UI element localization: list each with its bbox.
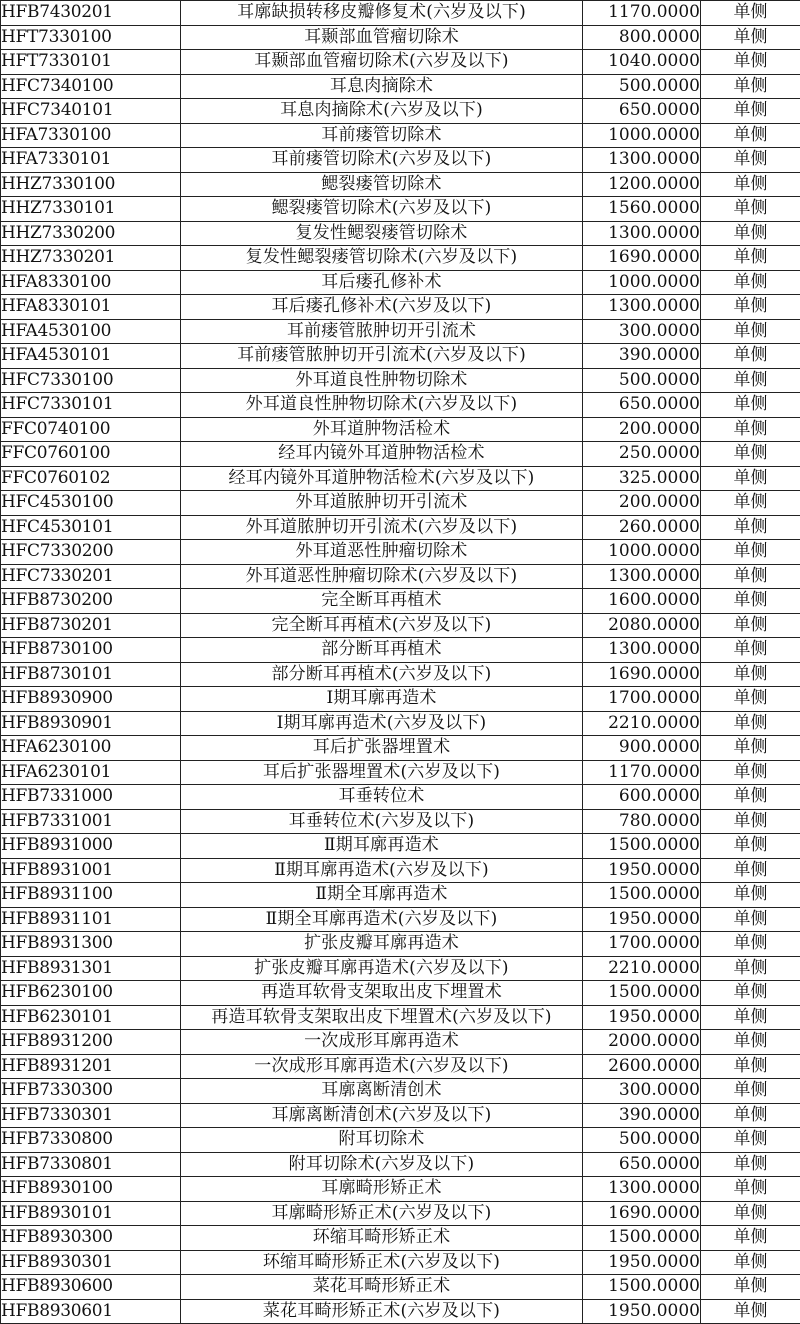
table-row: [1, 1250, 800, 1275]
item-unit-cell: 单侧: [701, 687, 800, 712]
item-name-cell: 完全断耳再植术: [181, 589, 583, 614]
item-unit-cell: 单侧: [701, 246, 800, 271]
table-row: [1, 148, 800, 173]
item-price-cell: 1300.0000: [583, 564, 701, 589]
item-name-cell: 环缩耳畸形矫正术: [181, 1226, 583, 1251]
item-unit-cell: 单侧: [701, 564, 800, 589]
table-row: [1, 295, 800, 320]
table-row: [1, 319, 800, 344]
item-name-cell: 耳前瘘管脓肿切开引流术: [181, 319, 583, 344]
item-unit-cell: 单侧: [701, 270, 800, 295]
item-unit-cell: 单侧: [701, 540, 800, 565]
item-code-cell: HFB8930100: [1, 1177, 181, 1202]
item-unit-cell: 单侧: [701, 932, 800, 957]
item-price-cell: 2000.0000: [583, 1030, 701, 1055]
item-unit-cell: 单侧: [701, 50, 800, 75]
item-unit-cell: 单侧: [701, 956, 800, 981]
item-code-cell: HFA7330100: [1, 123, 181, 148]
item-unit-cell: 单侧: [701, 172, 800, 197]
item-code-cell: HHZ7330201: [1, 246, 181, 271]
item-unit-cell: 单侧: [701, 785, 800, 810]
table-row: [1, 638, 800, 663]
item-code-cell: HFB8931101: [1, 907, 181, 932]
item-name-cell: 耳后瘘孔修补术: [181, 270, 583, 295]
item-code-cell: HFC7330201: [1, 564, 181, 589]
table-row: [1, 564, 800, 589]
item-unit-cell: 单侧: [701, 711, 800, 736]
item-unit-cell: 单侧: [701, 319, 800, 344]
item-name-cell: 耳廓缺损转移皮瓣修复术(六岁及以下): [181, 1, 583, 26]
item-name-cell: Ⅱ期全耳廓再造术: [181, 883, 583, 908]
item-name-cell: Ⅰ期耳廓再造术(六岁及以下): [181, 711, 583, 736]
table-row: [1, 25, 800, 50]
table-row: [1, 1005, 800, 1030]
item-price-cell: 1700.0000: [583, 932, 701, 957]
item-price-cell: 900.0000: [583, 736, 701, 761]
item-name-cell: 耳廓畸形矫正术: [181, 1177, 583, 1202]
table-row: [1, 956, 800, 981]
table-row: [1, 1152, 800, 1177]
table-row: [1, 491, 800, 516]
item-name-cell: 复发性鳃裂瘘管切除术: [181, 221, 583, 246]
item-price-cell: 1500.0000: [583, 883, 701, 908]
item-name-cell: 耳廓离断清创术: [181, 1079, 583, 1104]
item-unit-cell: 单侧: [701, 638, 800, 663]
table-row: [1, 858, 800, 883]
item-code-cell: HFC7340101: [1, 99, 181, 124]
item-name-cell: 经耳内镜外耳道肿物活检术(六岁及以下): [181, 466, 583, 491]
item-name-cell: 耳颞部血管瘤切除术(六岁及以下): [181, 50, 583, 75]
item-code-cell: HFB8930601: [1, 1299, 181, 1324]
item-name-cell: 完全断耳再植术(六岁及以下): [181, 613, 583, 638]
item-code-cell: HFB7330801: [1, 1152, 181, 1177]
item-code-cell: HFB8930101: [1, 1201, 181, 1226]
item-unit-cell: 单侧: [701, 25, 800, 50]
table-row: [1, 197, 800, 222]
item-code-cell: FFC0740100: [1, 417, 181, 442]
item-price-cell: 200.0000: [583, 491, 701, 516]
item-code-cell: HHZ7330100: [1, 172, 181, 197]
item-code-cell: HFB8730200: [1, 589, 181, 614]
table-row: [1, 1103, 800, 1128]
item-code-cell: HFB8930900: [1, 687, 181, 712]
item-unit-cell: 单侧: [701, 662, 800, 687]
item-code-cell: HFB8931001: [1, 858, 181, 883]
item-name-cell: 部分断耳再植术(六岁及以下): [181, 662, 583, 687]
item-code-cell: HFC7330200: [1, 540, 181, 565]
table-row: [1, 442, 800, 467]
item-price-cell: 650.0000: [583, 1152, 701, 1177]
table-row: [1, 981, 800, 1006]
item-price-cell: 1000.0000: [583, 540, 701, 565]
item-price-cell: 1500.0000: [583, 1275, 701, 1300]
item-name-cell: 鳃裂瘘管切除术(六岁及以下): [181, 197, 583, 222]
item-name-cell: Ⅱ期全耳廓再造术(六岁及以下): [181, 907, 583, 932]
item-unit-cell: 单侧: [701, 981, 800, 1006]
table-row: [1, 540, 800, 565]
item-code-cell: HFA6230100: [1, 736, 181, 761]
table-row: [1, 1226, 800, 1251]
item-code-cell: HFC4530100: [1, 491, 181, 516]
item-name-cell: 耳垂转位术(六岁及以下): [181, 809, 583, 834]
item-code-cell: HFB7331001: [1, 809, 181, 834]
item-name-cell: 耳后瘘孔修补术(六岁及以下): [181, 295, 583, 320]
item-name-cell: 耳前瘘管切除术: [181, 123, 583, 148]
table-row: [1, 883, 800, 908]
item-unit-cell: 单侧: [701, 613, 800, 638]
item-code-cell: HFB8730101: [1, 662, 181, 687]
table-row: [1, 613, 800, 638]
item-price-cell: 650.0000: [583, 393, 701, 418]
table-row: [1, 736, 800, 761]
table-row: [1, 1128, 800, 1153]
item-unit-cell: 单侧: [701, 1226, 800, 1251]
item-unit-cell: 单侧: [701, 858, 800, 883]
item-price-cell: 1950.0000: [583, 1005, 701, 1030]
item-price-cell: 1500.0000: [583, 834, 701, 859]
item-code-cell: HFA7330101: [1, 148, 181, 173]
item-code-cell: HFA4530101: [1, 344, 181, 369]
item-code-cell: HFA4530100: [1, 319, 181, 344]
table-row: [1, 466, 800, 491]
item-name-cell: 一次成形耳廓再造术(六岁及以下): [181, 1054, 583, 1079]
item-price-cell: 1500.0000: [583, 981, 701, 1006]
table-row: [1, 760, 800, 785]
item-price-cell: 1300.0000: [583, 221, 701, 246]
item-unit-cell: 单侧: [701, 809, 800, 834]
item-price-cell: 500.0000: [583, 368, 701, 393]
item-price-cell: 1000.0000: [583, 270, 701, 295]
item-unit-cell: 单侧: [701, 442, 800, 467]
item-code-cell: HFA8330101: [1, 295, 181, 320]
item-price-cell: 1690.0000: [583, 1201, 701, 1226]
item-name-cell: 耳前瘘管脓肿切开引流术(六岁及以下): [181, 344, 583, 369]
item-price-cell: 1170.0000: [583, 760, 701, 785]
item-name-cell: 耳息肉摘除术: [181, 74, 583, 99]
fee-schedule-body: [1, 1, 800, 1324]
item-name-cell: 复发性鳃裂瘘管切除术(六岁及以下): [181, 246, 583, 271]
item-name-cell: 菜花耳畸形矫正术(六岁及以下): [181, 1299, 583, 1324]
item-unit-cell: 单侧: [701, 148, 800, 173]
item-unit-cell: 单侧: [701, 760, 800, 785]
item-unit-cell: 单侧: [701, 1128, 800, 1153]
table-row: [1, 662, 800, 687]
table-row: [1, 785, 800, 810]
item-name-cell: Ⅰ期耳廓再造术: [181, 687, 583, 712]
item-price-cell: 2210.0000: [583, 711, 701, 736]
item-unit-cell: 单侧: [701, 368, 800, 393]
table-row: [1, 1030, 800, 1055]
item-price-cell: 390.0000: [583, 1103, 701, 1128]
item-price-cell: 2210.0000: [583, 956, 701, 981]
item-price-cell: 1950.0000: [583, 858, 701, 883]
item-unit-cell: 单侧: [701, 1005, 800, 1030]
item-price-cell: 500.0000: [583, 74, 701, 99]
item-price-cell: 1950.0000: [583, 1299, 701, 1324]
table-row: [1, 1299, 800, 1324]
item-name-cell: 一次成形耳廓再造术: [181, 1030, 583, 1055]
item-price-cell: 1300.0000: [583, 638, 701, 663]
item-name-cell: 再造耳软骨支架取出皮下埋置术: [181, 981, 583, 1006]
item-unit-cell: 单侧: [701, 417, 800, 442]
item-price-cell: 250.0000: [583, 442, 701, 467]
item-code-cell: HFB7331000: [1, 785, 181, 810]
item-code-cell: HFB8931100: [1, 883, 181, 908]
item-price-cell: 1600.0000: [583, 589, 701, 614]
item-name-cell: 鳃裂瘘管切除术: [181, 172, 583, 197]
item-price-cell: 1950.0000: [583, 907, 701, 932]
item-code-cell: HFB7330301: [1, 1103, 181, 1128]
item-price-cell: 2080.0000: [583, 613, 701, 638]
item-name-cell: 外耳道恶性肿瘤切除术(六岁及以下): [181, 564, 583, 589]
item-code-cell: HFB7330300: [1, 1079, 181, 1104]
item-price-cell: 1700.0000: [583, 687, 701, 712]
table-row: [1, 1201, 800, 1226]
item-price-cell: 780.0000: [583, 809, 701, 834]
item-unit-cell: 单侧: [701, 344, 800, 369]
item-unit-cell: 单侧: [701, 221, 800, 246]
item-code-cell: HFB7330800: [1, 1128, 181, 1153]
item-unit-cell: 单侧: [701, 466, 800, 491]
item-unit-cell: 单侧: [701, 1030, 800, 1055]
table-row: [1, 515, 800, 540]
item-code-cell: HFC7330100: [1, 368, 181, 393]
item-name-cell: 部分断耳再植术: [181, 638, 583, 663]
item-name-cell: 外耳道良性肿物切除术: [181, 368, 583, 393]
table-row: [1, 123, 800, 148]
item-name-cell: 扩张皮瓣耳廓再造术: [181, 932, 583, 957]
table-row: [1, 1054, 800, 1079]
table-row: [1, 221, 800, 246]
item-price-cell: 1000.0000: [583, 123, 701, 148]
table-row: [1, 99, 800, 124]
item-code-cell: HFC7340100: [1, 74, 181, 99]
table-row: [1, 246, 800, 271]
item-unit-cell: 单侧: [701, 1275, 800, 1300]
item-unit-cell: 单侧: [701, 515, 800, 540]
item-name-cell: 耳息肉摘除术(六岁及以下): [181, 99, 583, 124]
item-name-cell: 耳后扩张器埋置术(六岁及以下): [181, 760, 583, 785]
item-unit-cell: 单侧: [701, 883, 800, 908]
item-name-cell: 附耳切除术(六岁及以下): [181, 1152, 583, 1177]
item-name-cell: 外耳道恶性肿瘤切除术: [181, 540, 583, 565]
item-name-cell: 外耳道脓肿切开引流术: [181, 491, 583, 516]
table-row: [1, 1177, 800, 1202]
item-code-cell: HHZ7330200: [1, 221, 181, 246]
item-unit-cell: 单侧: [701, 907, 800, 932]
item-price-cell: 1300.0000: [583, 148, 701, 173]
table-row: [1, 1079, 800, 1104]
item-price-cell: 1040.0000: [583, 50, 701, 75]
item-code-cell: HFB8931201: [1, 1054, 181, 1079]
item-code-cell: HFB7430201: [1, 1, 181, 26]
item-name-cell: 再造耳软骨支架取出皮下埋置术(六岁及以下): [181, 1005, 583, 1030]
item-code-cell: HFB8930600: [1, 1275, 181, 1300]
table-row: [1, 834, 800, 859]
table-row: [1, 74, 800, 99]
table-row: [1, 344, 800, 369]
item-name-cell: 外耳道肿物活检术: [181, 417, 583, 442]
item-unit-cell: 单侧: [701, 589, 800, 614]
item-name-cell: 外耳道良性肿物切除术(六岁及以下): [181, 393, 583, 418]
item-name-cell: 耳廓畸形矫正术(六岁及以下): [181, 1201, 583, 1226]
item-name-cell: 菜花耳畸形矫正术: [181, 1275, 583, 1300]
item-name-cell: 扩张皮瓣耳廓再造术(六岁及以下): [181, 956, 583, 981]
item-code-cell: HFB8931000: [1, 834, 181, 859]
item-code-cell: FFC0760100: [1, 442, 181, 467]
item-price-cell: 1560.0000: [583, 197, 701, 222]
table-row: [1, 711, 800, 736]
item-price-cell: 1170.0000: [583, 1, 701, 26]
item-price-cell: 300.0000: [583, 1079, 701, 1104]
item-name-cell: 附耳切除术: [181, 1128, 583, 1153]
item-unit-cell: 单侧: [701, 1054, 800, 1079]
item-name-cell: Ⅱ期耳廓再造术: [181, 834, 583, 859]
item-name-cell: 耳廓离断清创术(六岁及以下): [181, 1103, 583, 1128]
item-unit-cell: 单侧: [701, 1, 800, 26]
item-code-cell: HFA6230101: [1, 760, 181, 785]
table-row: [1, 417, 800, 442]
item-price-cell: 1300.0000: [583, 1177, 701, 1202]
table-row: [1, 368, 800, 393]
item-code-cell: HFC7330101: [1, 393, 181, 418]
item-unit-cell: 单侧: [701, 99, 800, 124]
item-price-cell: 600.0000: [583, 785, 701, 810]
item-price-cell: 390.0000: [583, 344, 701, 369]
item-code-cell: HFA8330100: [1, 270, 181, 295]
item-price-cell: 2600.0000: [583, 1054, 701, 1079]
item-unit-cell: 单侧: [701, 736, 800, 761]
item-price-cell: 500.0000: [583, 1128, 701, 1153]
table-row: [1, 932, 800, 957]
item-unit-cell: 单侧: [701, 123, 800, 148]
item-code-cell: HFB8931301: [1, 956, 181, 981]
table-row: [1, 809, 800, 834]
item-code-cell: HFB8730100: [1, 638, 181, 663]
item-unit-cell: 单侧: [701, 1299, 800, 1324]
table-row: [1, 172, 800, 197]
item-name-cell: 环缩耳畸形矫正术(六岁及以下): [181, 1250, 583, 1275]
item-price-cell: 1300.0000: [583, 295, 701, 320]
item-code-cell: HFB6230101: [1, 1005, 181, 1030]
item-code-cell: HFB8931300: [1, 932, 181, 957]
item-code-cell: HFB8930300: [1, 1226, 181, 1251]
item-name-cell: 外耳道脓肿切开引流术(六岁及以下): [181, 515, 583, 540]
item-unit-cell: 单侧: [701, 1250, 800, 1275]
item-code-cell: HFT7330101: [1, 50, 181, 75]
item-name-cell: 耳颞部血管瘤切除术: [181, 25, 583, 50]
item-unit-cell: 单侧: [701, 1201, 800, 1226]
table-row: [1, 1275, 800, 1300]
table-row: [1, 270, 800, 295]
item-name-cell: 经耳内镜外耳道肿物活检术: [181, 442, 583, 467]
item-unit-cell: 单侧: [701, 393, 800, 418]
item-code-cell: HFT7330100: [1, 25, 181, 50]
item-price-cell: 260.0000: [583, 515, 701, 540]
table-row: [1, 393, 800, 418]
item-code-cell: FFC0760102: [1, 466, 181, 491]
item-unit-cell: 单侧: [701, 1103, 800, 1128]
item-code-cell: HHZ7330101: [1, 197, 181, 222]
item-name-cell: 耳后扩张器埋置术: [181, 736, 583, 761]
item-unit-cell: 单侧: [701, 491, 800, 516]
item-name-cell: Ⅱ期耳廓再造术(六岁及以下): [181, 858, 583, 883]
item-price-cell: 325.0000: [583, 466, 701, 491]
item-name-cell: 耳垂转位术: [181, 785, 583, 810]
item-unit-cell: 单侧: [701, 834, 800, 859]
table-row: [1, 1, 800, 26]
item-code-cell: HFB8730201: [1, 613, 181, 638]
item-code-cell: HFC4530101: [1, 515, 181, 540]
item-unit-cell: 单侧: [701, 1177, 800, 1202]
item-price-cell: 800.0000: [583, 25, 701, 50]
table-row: [1, 50, 800, 75]
item-price-cell: 200.0000: [583, 417, 701, 442]
item-price-cell: 1200.0000: [583, 172, 701, 197]
item-price-cell: 650.0000: [583, 99, 701, 124]
item-price-cell: 1690.0000: [583, 662, 701, 687]
item-code-cell: HFB8930901: [1, 711, 181, 736]
item-code-cell: HFB8930301: [1, 1250, 181, 1275]
table-row: [1, 907, 800, 932]
item-price-cell: 1950.0000: [583, 1250, 701, 1275]
table-row: [1, 687, 800, 712]
item-unit-cell: 单侧: [701, 1079, 800, 1104]
item-price-cell: 1690.0000: [583, 246, 701, 271]
item-price-cell: 1500.0000: [583, 1226, 701, 1251]
item-price-cell: 300.0000: [583, 319, 701, 344]
item-code-cell: HFB6230100: [1, 981, 181, 1006]
table-row: [1, 589, 800, 614]
item-unit-cell: 单侧: [701, 74, 800, 99]
item-unit-cell: 单侧: [701, 197, 800, 222]
item-unit-cell: 单侧: [701, 295, 800, 320]
item-name-cell: 耳前瘘管切除术(六岁及以下): [181, 148, 583, 173]
item-code-cell: HFB8931200: [1, 1030, 181, 1055]
item-unit-cell: 单侧: [701, 1152, 800, 1177]
